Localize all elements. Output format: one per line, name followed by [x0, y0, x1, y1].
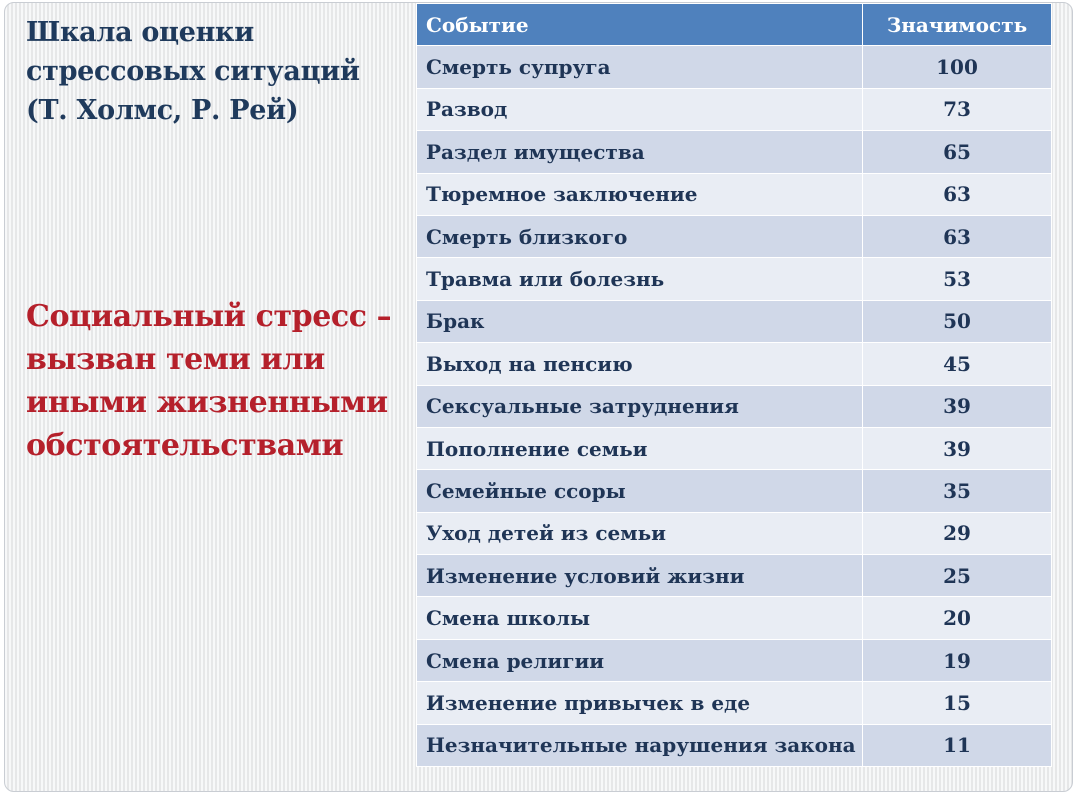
- table-row: [417, 512, 1052, 554]
- table-row: [417, 555, 1052, 597]
- value-cell: 45: [863, 343, 1052, 385]
- table-row: [417, 215, 1052, 257]
- table-row: [417, 427, 1052, 469]
- stress-table-container: [416, 3, 1051, 767]
- value-cell: 53: [863, 258, 1052, 300]
- table-row: [417, 46, 1052, 88]
- value-cell: 15: [863, 682, 1052, 724]
- stress-scale-table: [416, 3, 1052, 767]
- value-cell: 39: [863, 427, 1052, 469]
- event-cell: Семейные ссоры: [417, 470, 863, 512]
- scale-title: Шкала оценки стрессовых ситуаций (Т. Холмс, Р. Рей): [26, 17, 360, 126]
- value-cell: 29: [863, 512, 1052, 554]
- event-cell: Раздел имущества: [417, 131, 863, 173]
- value-cell: 63: [863, 215, 1052, 257]
- table-row: [417, 597, 1052, 639]
- table-row: [417, 639, 1052, 681]
- event-cell: Сексуальные затруднения: [417, 385, 863, 427]
- value-cell: 50: [863, 300, 1052, 342]
- event-cell: Выход на пенсию: [417, 343, 863, 385]
- table-row: [417, 470, 1052, 512]
- table-row: [417, 88, 1052, 130]
- event-cell: Изменение привычек в еде: [417, 682, 863, 724]
- event-cell: Изменение условий жизни: [417, 555, 863, 597]
- event-cell: Смерть близкого: [417, 215, 863, 257]
- event-cell: Смерть супруга: [417, 46, 863, 88]
- table-row: [417, 300, 1052, 342]
- table-row: [417, 682, 1052, 724]
- value-cell: 19: [863, 639, 1052, 681]
- value-cell: 63: [863, 173, 1052, 215]
- event-cell: Смена религии: [417, 639, 863, 681]
- value-cell: 20: [863, 597, 1052, 639]
- event-cell: Уход детей из семьи: [417, 512, 863, 554]
- value-cell: 35: [863, 470, 1052, 512]
- event-cell: Пополнение семьи: [417, 427, 863, 469]
- table-row: [417, 385, 1052, 427]
- table-body: [417, 46, 1052, 767]
- table-row: [417, 724, 1052, 766]
- value-cell: 11: [863, 724, 1052, 766]
- value-cell: 73: [863, 88, 1052, 130]
- social-stress-definition: Социальный стресс – вызван теми или иными жизненными обстоятельствами: [26, 299, 392, 463]
- table-row: [417, 131, 1052, 173]
- value-cell: 65: [863, 131, 1052, 173]
- value-cell: 25: [863, 555, 1052, 597]
- event-cell: Тюремное заключение: [417, 173, 863, 215]
- value-cell: 100: [863, 46, 1052, 88]
- event-cell: Смена школы: [417, 597, 863, 639]
- table-row: [417, 258, 1052, 300]
- slide: [4, 2, 1073, 792]
- table-header-row: [417, 4, 1052, 46]
- table-row: [417, 343, 1052, 385]
- event-cell: Травма или болезнь: [417, 258, 863, 300]
- left-panel: [26, 13, 406, 130]
- event-cell: Незначительные нарушения закона: [417, 724, 863, 766]
- header-value: Значимость: [863, 4, 1052, 46]
- table-row: [417, 173, 1052, 215]
- header-event: Событие: [417, 4, 863, 46]
- value-cell: 39: [863, 385, 1052, 427]
- event-cell: Брак: [417, 300, 863, 342]
- event-cell: Развод: [417, 88, 863, 130]
